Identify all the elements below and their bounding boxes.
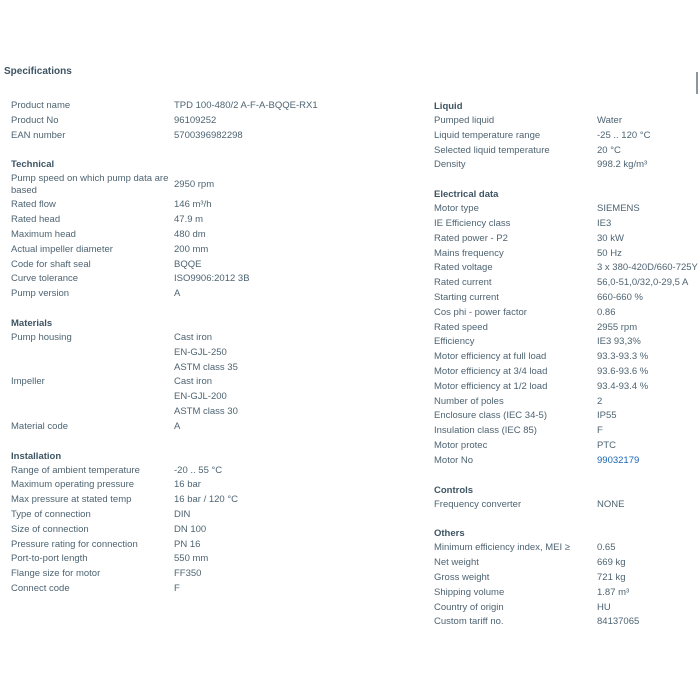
- spec-value: 480 dm: [174, 228, 206, 240]
- spec-values: [174, 375, 238, 419]
- spec-row-cos-phi-power-factor: [434, 306, 700, 321]
- spec-label: Motor efficiency at 1/2 load: [434, 380, 548, 392]
- spec-value: 200 mm: [174, 243, 209, 255]
- spec-values: [597, 454, 639, 469]
- spec-row-impeller: [11, 375, 411, 419]
- spec-label: Shipping volume: [434, 586, 505, 598]
- spec-label: Product name: [11, 100, 71, 111]
- spec-row-product-no: [11, 114, 411, 129]
- spec-label: Motor type: [434, 203, 479, 215]
- spec-row-rated-power-p2: [434, 232, 700, 247]
- spec-label: Material code: [11, 420, 69, 432]
- spec-values: [597, 586, 629, 601]
- spec-value: 47.9 m: [174, 214, 204, 226]
- spec-value: 3 x 380-420D/660-725Y: [597, 262, 698, 274]
- spec-value: 2955 rpm: [597, 321, 638, 333]
- spec-values: [174, 582, 180, 597]
- spec-label: Range of ambient temperature: [11, 464, 140, 476]
- spec-label: Connect code: [11, 582, 70, 594]
- spec-value: IP55: [597, 410, 617, 422]
- spec-row-motor-protec: [434, 439, 700, 454]
- spec-row-shipping-volume: [434, 586, 700, 601]
- spec-row-rated-head: [11, 213, 411, 228]
- spec-value: 16 bar: [174, 479, 201, 491]
- spec-values: [174, 198, 212, 213]
- spec-values: [597, 380, 648, 395]
- spec-value: 93.6-93.6 %: [597, 365, 649, 377]
- spec-values: [597, 601, 611, 616]
- spec-row-type-of-connection: [11, 508, 411, 523]
- spec-row-range-of-ambient-temperature: [11, 464, 411, 479]
- spec-value: Cast iron: [174, 376, 213, 388]
- spec-label: Product No: [11, 114, 59, 126]
- spec-label: Insulation class (IEC 85): [434, 425, 537, 437]
- spec-values: [597, 321, 637, 336]
- spec-label: Number of poles: [434, 395, 504, 407]
- spec-section-liquid: [434, 99, 700, 173]
- spec-value: 93.4-93.4 %: [597, 380, 649, 392]
- spec-value: A: [174, 420, 181, 432]
- spec-value: F: [174, 582, 180, 594]
- spec-row-size-of-connection: [11, 523, 411, 538]
- spec-values: [597, 114, 622, 129]
- spec-value: 93.3-93.3 %: [597, 351, 649, 363]
- spec-values: [174, 272, 250, 287]
- spec-values: [174, 567, 201, 582]
- spec-label: Custom tariff no.: [434, 616, 504, 628]
- spec-row-ie-efficiency-class: [434, 217, 700, 232]
- spec-label: Starting current: [434, 291, 499, 303]
- spec-label: Maximum head: [11, 228, 76, 240]
- spec-row-country-of-origin: [434, 601, 700, 616]
- spec-value: 84137065: [597, 616, 640, 628]
- spec-values: [174, 243, 208, 258]
- spec-section-materials: [11, 316, 411, 435]
- spec-value: 0.86: [597, 306, 616, 318]
- spec-label: Density: [434, 159, 466, 171]
- spec-section-others: [434, 526, 700, 630]
- page-title: Specifications: [4, 66, 72, 77]
- spec-values: [597, 306, 616, 321]
- spec-value: 20 °C: [597, 144, 621, 156]
- spec-row-motor-efficiency-at-1-2-load: [434, 380, 700, 395]
- spec-values: [597, 261, 698, 276]
- spec-row-flange-size-for-motor: [11, 567, 411, 582]
- spec-label: Frequency converter: [434, 498, 522, 510]
- spec-value: PTC: [597, 439, 616, 451]
- spec-values: [597, 217, 611, 232]
- spec-value: 660-660 %: [597, 291, 643, 303]
- spec-label: Motor efficiency at 3/4 load: [434, 365, 548, 377]
- spec-values: [174, 508, 190, 523]
- spec-row-density: [434, 158, 700, 173]
- spec-label: Rated current: [434, 277, 492, 289]
- spec-values: [597, 409, 617, 424]
- spec-value: 2950 rpm: [174, 179, 215, 191]
- section-title: Materials: [11, 317, 53, 329]
- section-title: Controls: [434, 484, 474, 496]
- spec-value: Cast iron: [174, 331, 213, 343]
- spec-label: Rated power - P2: [434, 232, 508, 244]
- spec-label: Minimum efficiency index, MEI ≥: [434, 542, 570, 554]
- spec-label: EAN number: [11, 129, 66, 141]
- spec-label: IE Efficiency class: [434, 217, 511, 229]
- spec-value: Water: [597, 115, 622, 126]
- spec-label: Pump speed on which pump data are based: [11, 173, 169, 197]
- spec-values: [174, 420, 180, 435]
- spec-values: [597, 247, 622, 262]
- spec-row-pump-version: [11, 287, 411, 302]
- spec-row-max-pressure-at-stated-temp: [11, 493, 411, 508]
- spec-label: Pumped liquid: [434, 115, 495, 126]
- spec-value: ASTM class 30: [174, 405, 238, 417]
- spec-label: Cos phi - power factor: [434, 306, 527, 318]
- spec-label: Motor No: [434, 454, 474, 466]
- spec-value: FF350: [174, 568, 202, 580]
- spec-value: 1.87 m³: [597, 586, 630, 598]
- spec-label: Rated head: [11, 214, 61, 226]
- spec-row-custom-tariff-no: [434, 615, 700, 630]
- spec-values: [174, 493, 238, 508]
- spec-values: [174, 213, 203, 228]
- spec-row-motor-efficiency-at-full-load: [434, 350, 700, 365]
- spec-values: [597, 202, 640, 217]
- spec-value: 0.65: [597, 542, 616, 554]
- spec-row-curve-tolerance: [11, 272, 411, 287]
- spec-values: [597, 424, 603, 439]
- spec-values: [174, 331, 238, 375]
- spec-label: Mains frequency: [434, 247, 504, 259]
- spec-value-link[interactable]: 99032179: [597, 454, 640, 466]
- spec-values: [174, 114, 216, 129]
- spec-row-number-of-poles: [434, 395, 700, 410]
- spec-values: [174, 228, 206, 243]
- spec-values: [174, 258, 201, 273]
- spec-value: A: [174, 288, 181, 300]
- spec-row-enclosure-class-iec-34-5: [434, 409, 700, 424]
- spec-label: Size of connection: [11, 523, 89, 535]
- spec-value: 998.2 kg/m³: [597, 159, 648, 171]
- spec-values: [597, 335, 641, 350]
- spec-row-rated-current: [434, 276, 700, 291]
- spec-row-pump-housing: [11, 331, 411, 375]
- spec-values: [597, 291, 643, 306]
- spec-values: [174, 552, 208, 567]
- spec-label: Efficiency: [434, 336, 475, 348]
- spec-value: EN-GJL-250: [174, 346, 227, 358]
- spec-label: Rated voltage: [434, 262, 493, 274]
- spec-value: IE3: [597, 217, 612, 229]
- scrollbar-thumb[interactable]: [696, 72, 698, 94]
- spec-row-rated-speed: [434, 321, 700, 336]
- spec-row-liquid-temperature-range: [434, 129, 700, 144]
- spec-value: 721 kg: [597, 571, 626, 583]
- spec-value: TPD 100-480/2 A-F-A-BQQE-RX1: [174, 100, 318, 111]
- spec-label: Pump version: [11, 288, 70, 300]
- spec-row-starting-current: [434, 291, 700, 306]
- spec-row-frequency-converter: [434, 498, 700, 513]
- spec-value: -25 .. 120 °C: [597, 129, 651, 141]
- spec-row-minimum-efficiency-index-mei: [434, 541, 700, 556]
- spec-value: HU: [597, 601, 611, 613]
- spec-row-pressure-rating-for-connection: [11, 538, 411, 553]
- spec-row-port-to-port-length: [11, 552, 411, 567]
- section-title: Others: [434, 528, 465, 540]
- spec-label: Port-to-port length: [11, 553, 88, 565]
- spec-section-product: [11, 99, 411, 143]
- spec-values: [597, 615, 639, 630]
- spec-section-technical: [11, 157, 411, 302]
- spec-values: [597, 350, 648, 365]
- spec-value: EN-GJL-200: [174, 391, 227, 403]
- spec-label: Motor protec: [434, 439, 488, 451]
- spec-label: Impeller: [11, 376, 45, 388]
- spec-row-pump-speed-on-which-pump-data-are-based: [11, 172, 411, 198]
- spec-row-selected-liquid-temperature: [434, 144, 700, 159]
- spec-value: IE3 93,3%: [597, 336, 641, 348]
- spec-row-motor-efficiency-at-3-4-load: [434, 365, 700, 380]
- spec-label: Motor efficiency at full load: [434, 351, 547, 363]
- spec-label: Curve tolerance: [11, 273, 79, 285]
- spec-values: [597, 498, 624, 513]
- spec-value: 146 m³/h: [174, 199, 212, 211]
- section-title: Technical: [11, 159, 55, 171]
- spec-values: [597, 232, 624, 247]
- spec-row-efficiency: [434, 335, 700, 350]
- spec-label: Country of origin: [434, 601, 504, 613]
- spec-row-gross-weight: [434, 571, 700, 586]
- spec-values: [597, 129, 650, 144]
- spec-values: [597, 365, 648, 380]
- spec-values: [174, 172, 214, 198]
- spec-label: Code for shaft seal: [11, 258, 91, 270]
- spec-value: DIN: [174, 508, 191, 520]
- spec-value: ASTM class 35: [174, 361, 238, 373]
- spec-values: [597, 395, 602, 410]
- spec-values: [597, 556, 626, 571]
- spec-value: 669 kg: [597, 557, 626, 569]
- spec-value: 5700396982298: [174, 129, 243, 141]
- spec-values: [174, 538, 200, 553]
- spec-row-ean-number: [11, 129, 411, 144]
- spec-label: Rated flow: [11, 199, 56, 211]
- spec-row-motor-no: [434, 454, 700, 469]
- spec-value: 16 bar / 120 °C: [174, 494, 239, 506]
- spec-row-maximum-head: [11, 228, 411, 243]
- spec-values: [597, 541, 616, 556]
- spec-value: ISO9906:2012 3B: [174, 273, 250, 285]
- spec-row-actual-impeller-diameter: [11, 243, 411, 258]
- spec-section-controls: [434, 483, 700, 513]
- section-title: Electrical data: [434, 189, 499, 201]
- spec-value: 550 mm: [174, 553, 209, 565]
- spec-row-maximum-operating-pressure: [11, 478, 411, 493]
- spec-row-rated-voltage: [434, 261, 700, 276]
- spec-section-installation: [11, 449, 411, 597]
- spec-values: [597, 276, 688, 291]
- spec-row-connect-code: [11, 582, 411, 597]
- spec-label: Selected liquid temperature: [434, 144, 550, 156]
- spec-value: F: [597, 425, 603, 437]
- spec-value: 2: [597, 395, 603, 407]
- spec-label: Rated speed: [434, 321, 488, 333]
- spec-label: Gross weight: [434, 571, 490, 583]
- spec-section-electrical-data: [434, 187, 700, 468]
- spec-row-motor-type: [434, 202, 700, 217]
- spec-values: [597, 144, 621, 159]
- spec-row-net-weight: [434, 556, 700, 571]
- spec-row-pumped-liquid: [434, 114, 700, 129]
- spec-values: [174, 523, 206, 538]
- spec-label: Type of connection: [11, 508, 91, 520]
- spec-row-mains-frequency: [434, 247, 700, 262]
- spec-value: -20 .. 55 °C: [174, 464, 223, 476]
- spec-label: Maximum operating pressure: [11, 479, 135, 491]
- spec-label: Max pressure at stated temp: [11, 494, 132, 506]
- spec-label: Flange size for motor: [11, 568, 101, 580]
- spec-value: BQQE: [174, 258, 202, 270]
- spec-row-material-code: [11, 420, 411, 435]
- spec-row-insulation-class-iec-85: [434, 424, 700, 439]
- spec-values: [597, 571, 626, 586]
- spec-values: [174, 464, 222, 479]
- section-title: Installation: [11, 450, 62, 462]
- spec-values: [597, 439, 616, 454]
- spec-value: 96109252: [174, 114, 217, 126]
- section-title: Liquid: [434, 101, 463, 112]
- spec-value: 30 kW: [597, 232, 624, 244]
- spec-label: Net weight: [434, 557, 479, 569]
- spec-values: [174, 129, 243, 144]
- spec-values: [174, 287, 180, 302]
- right-spec-column: [434, 99, 700, 644]
- spec-value: 56,0-51,0/32,0-29,5 A: [597, 277, 689, 289]
- spec-value: PN 16: [174, 538, 201, 550]
- spec-values: [597, 158, 647, 173]
- spec-value: DN 100: [174, 523, 207, 535]
- spec-value: NONE: [597, 498, 625, 510]
- spec-row-product-name: [11, 99, 411, 114]
- spec-value: SIEMENS: [597, 203, 640, 215]
- spec-value: 50 Hz: [597, 247, 622, 259]
- spec-values: [174, 478, 201, 493]
- left-spec-column: [11, 99, 411, 611]
- spec-label: Liquid temperature range: [434, 129, 541, 141]
- spec-row-rated-flow: [11, 198, 411, 213]
- spec-label: Enclosure class (IEC 34-5): [434, 410, 547, 422]
- spec-label: Pressure rating for connection: [11, 538, 138, 550]
- spec-label: Pump housing: [11, 331, 72, 343]
- spec-values: [174, 99, 318, 114]
- spec-label: Actual impeller diameter: [11, 243, 113, 255]
- spec-row-code-for-shaft-seal: [11, 258, 411, 273]
